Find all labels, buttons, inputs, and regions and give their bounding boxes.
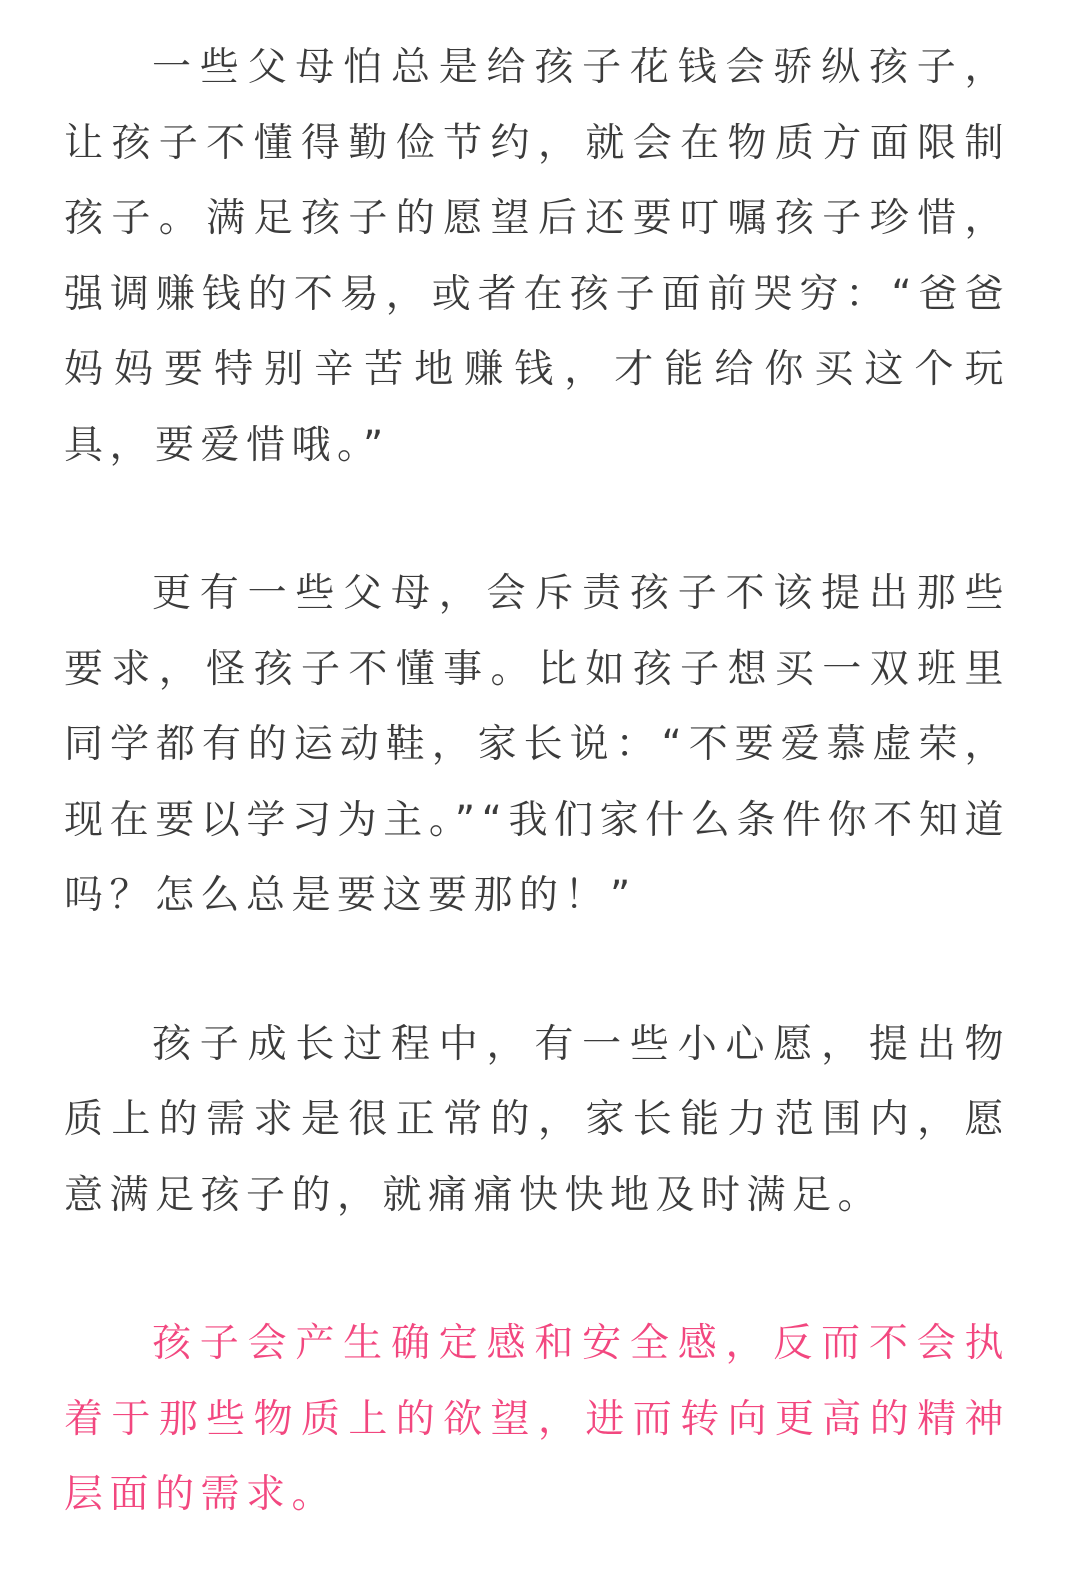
paragraph-highlight-conclusion: 孩子会产生确定感和安全感，反而不会执着于那些物质上的欲望，进而转向更高的精神层面的需求。: [64, 1321, 1010, 1517]
article-body: [64, 30, 1010, 1533]
paragraph-material-restriction: 一些父母怕总是给孩子花钱会骄纵孩子，让孩子不懂得勤俭节约，就会在物质方面限制孩子。满足孩子的愿望后还要叮嘱孩子珍惜，强调赚钱的不易，或者在孩子面前哭穷：“爸爸妈妈要特别辛苦地赚钱，才能给你买这个玩具，要爱惜哦。”: [64, 45, 1010, 468]
paragraph-normal-needs: 孩子成长过程中，有一些小心愿，提出物质上的需求是很正常的，家长能力范围内，愿意满足孩子的，就痛痛快快地及时满足。: [64, 1021, 1010, 1218]
paragraph-scolding-parents: 更有一些父母，会斥责孩子不该提出那些要求，怪孩子不懂事。比如孩子想买一双班里同学都有的运动鞋，家长说：“不要爱慕虚荣，现在要以学习为主。”“我们家什么条件你不知道吗？怎么总是要这要那的！”: [64, 571, 1010, 918]
